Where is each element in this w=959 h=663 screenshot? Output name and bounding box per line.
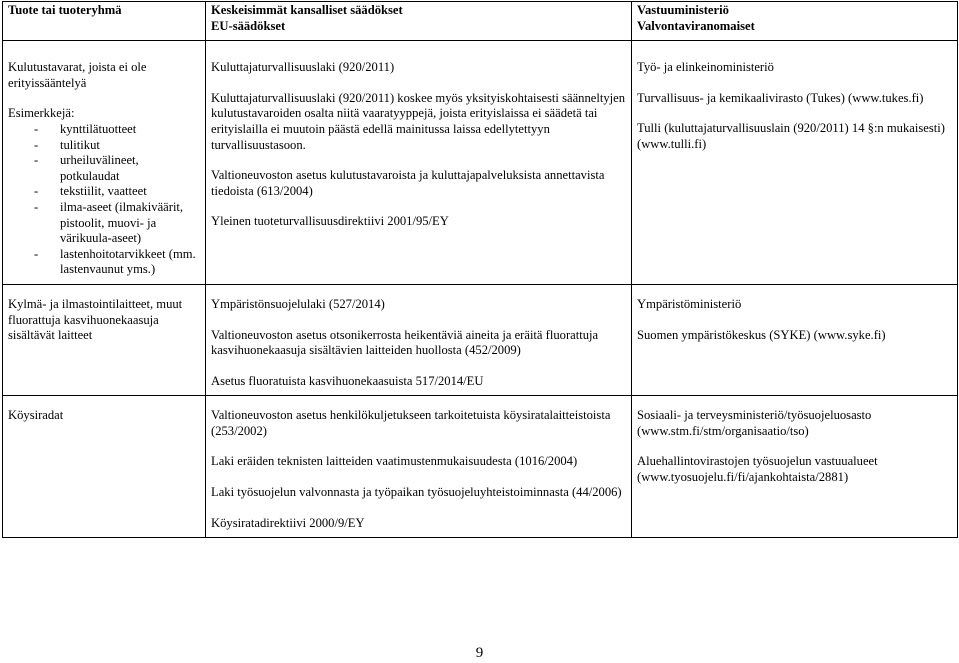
laws-cell <box>206 396 632 538</box>
authority-text: Sosiaali- ja terveysministeriö/työsuojeluosasto (www.stm.fi/stm/organisaatio/tso) <box>637 408 872 438</box>
law-text: Köysiratadirektiivi 2000/9/EY <box>211 515 365 530</box>
examples-list <box>8 122 200 278</box>
law-text: Yleinen tuoteturvallisuusdirektiivi 2001/95/EY <box>211 214 449 229</box>
law-text: Asetus fluoratuista kasvihuonekaasuista 517/2014/EU <box>211 373 484 388</box>
list-item: - lastenhoitotarvikkeet (mm. lastenvaunut yms.) <box>8 247 200 278</box>
product-cell <box>3 41 206 285</box>
header-authorities-line1: Vastuuministeriö <box>637 3 729 17</box>
examples-label: Esimerkkejä: <box>8 106 75 121</box>
header-product-label: Tuote tai tuoteryhmä <box>8 3 122 17</box>
authority-text: Tulli (kuluttajaturvallisuuslain (920/2011) 14 §:n mukaisesti) (www.tulli.fi) <box>637 121 945 151</box>
laws-cell <box>206 41 632 285</box>
product-title: Köysiradat <box>8 408 64 423</box>
product-cell <box>3 284 206 395</box>
authorities-cell <box>632 41 958 285</box>
list-item: - urheiluvälineet, potkulaudat <box>8 153 200 184</box>
list-item: - ilma-aseet (ilmakiväärit, pistoolit, muovi- ja värikuula-aseet) <box>8 200 200 247</box>
table-row <box>3 41 958 285</box>
table-row <box>3 396 958 538</box>
law-text: Laki työsuojelun valvonnasta ja työpaikan työsuojeluyhteistoiminnasta (44/2006) <box>211 485 622 500</box>
product-title: Kulutustavarat, joista ei ole erityissääntelyä <box>8 60 147 90</box>
product-cell <box>3 396 206 538</box>
list-item: - tulitikut <box>8 138 200 154</box>
authority-text: Aluehallintovirastojen työsuojelun vastuualueet (www.tyosuojelu.fi/fi/ajankohtaista/2881) <box>637 454 878 485</box>
header-authorities-line2: Valvontaviranomaiset <box>637 18 755 33</box>
authority-text: Työ- ja elinkeinoministeriö <box>637 60 774 75</box>
law-text: Valtioneuvoston asetus kulutustavaroista ja kuluttajapalveluksista annettavista tiedoista (613/2004) <box>211 168 605 198</box>
header-product <box>3 2 206 41</box>
header-laws <box>206 2 632 41</box>
law-text: Laki eräiden teknisten laitteiden vaatimustenmukaisuudesta (1016/2004) <box>211 454 578 469</box>
law-text: Ympäristönsuojelulaki (527/2014) <box>211 296 385 311</box>
header-authorities <box>632 2 958 41</box>
list-item: - kynttilätuotteet <box>8 122 200 138</box>
authority-text: Suomen ympäristökeskus (SYKE) (www.syke.fi) <box>637 327 886 342</box>
law-text: Kuluttajaturvallisuuslaki (920/2011) <box>211 60 395 75</box>
header-row <box>3 2 958 41</box>
authorities-cell <box>632 396 958 538</box>
list-item: - tekstiilit, vaatteet <box>8 184 200 200</box>
authority-text: Turvallisuus- ja kemikaalivirasto (Tukes) (www.tukes.fi) <box>637 90 924 105</box>
authority-text: Ympäristöministeriö <box>637 296 742 311</box>
regulation-table <box>2 1 958 538</box>
law-text: Valtioneuvoston asetus otsonikerrosta heikentäviä aineita ja eräitä fluorattuja kasvihuonekaasuja sisältävien laitteiden huollosta (452/2009) <box>211 327 599 358</box>
product-title: Kylmä- ja ilmastointilaitteet, muut fluorattuja kasvihuonekaasuja sisältävät laitteet <box>8 296 183 343</box>
page-number: 9 <box>475 645 484 661</box>
header-laws-line2: EU-säädökset <box>211 18 286 33</box>
header-laws-line1: Keskeisimmät kansalliset säädökset <box>211 3 403 17</box>
law-text: Valtioneuvoston asetus henkilökuljetukseen tarkoitetuista köysiratalaitteistoista (253/2002) <box>211 408 611 438</box>
laws-cell <box>206 284 632 395</box>
law-text: Kuluttajaturvallisuuslaki (920/2011) koskee myös yksityiskohtaisesti säänneltyjen kulutustavaroiden osalta niitä vaaratyyppejä, joista erityislaissa ei säädetä tai erityislailla ei muutoin päästä edellä mainitussa laissa edellytettyyn turvallisuustasoon. <box>211 90 626 152</box>
table-row <box>3 284 958 395</box>
authorities-cell <box>632 284 958 395</box>
